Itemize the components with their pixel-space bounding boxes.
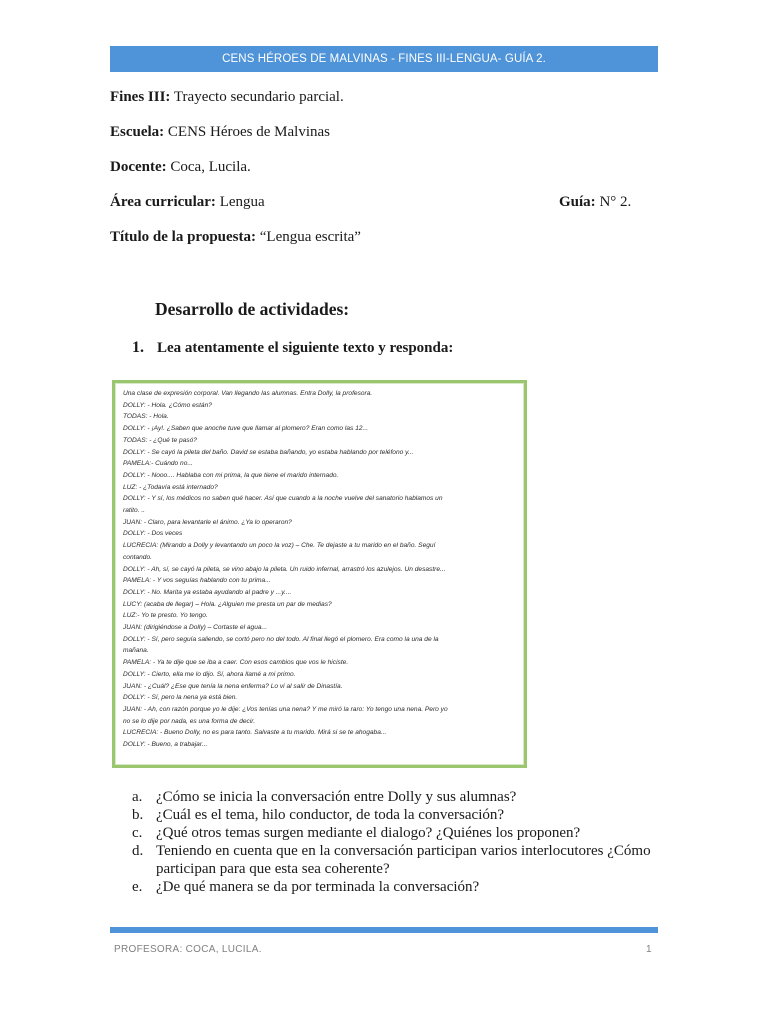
question-text: ¿Qué otros temas surgen mediante el dialogo? ¿Quiénes los proponen?: [156, 825, 581, 841]
dialog-line: contando.: [123, 553, 152, 561]
dialog-line: DOLLY: - Sí, pero la nena ya está bien.: [123, 694, 238, 702]
dialog-image-frame: [112, 380, 527, 768]
meta-area-value: Lengua: [215, 194, 265, 210]
meta-escuela-value: CENS Héroes de Malvinas: [164, 124, 330, 140]
dialog-line: LUCY: (acaba de llegar) – Hola. ¿Alguien me presta un par de medias?: [123, 600, 332, 608]
dialog-line: JUAN: (dirigiéndose a Dolly) – Cortaste el agua...: [123, 624, 268, 632]
dialog-line: PAMELA: - Y vos seguías hablando con tu prima...: [123, 577, 271, 585]
meta-guia-label: Guía:: [559, 194, 596, 210]
question-text: ¿Cuál es el tema, hilo conductor, de toda la conversación?: [156, 807, 505, 823]
dialog-line: TODAS: - Hola.: [123, 413, 169, 421]
meta-docente-label: Docente:: [110, 159, 167, 175]
question-item: [132, 788, 652, 806]
dialog-line: Una clase de expresión corporal. Van llegando las alumnas. Entra Dolly, la profesora.: [123, 390, 373, 397]
question-letter: d.: [132, 843, 144, 859]
dialog-line: DOLLY: - No. Marita ya estaba ayudando al padre y ...y....: [123, 588, 292, 596]
question-text: ¿De qué manera se da por terminada la conversación?: [156, 879, 480, 895]
question-letter: a.: [132, 789, 143, 805]
dialog-line: DOLLY: - Nooo.... Hablaba con mi prima, la que tiene el marido internado.: [123, 471, 339, 479]
dialog-line: mañana.: [123, 647, 149, 655]
question-text: Teniendo en cuenta que en la conversación participan varios interlocutores ¿Cómo participan para que esta sea coherente?: [156, 843, 651, 877]
meta-area: [110, 194, 265, 211]
dialog-line: DOLLY: - Dos veces: [123, 530, 183, 538]
meta-area-label: Área curricular:: [110, 194, 216, 210]
dialog-line: LUCRECIA: - Bueno Dolly, no es para tanto. Salvaste a tu marido. Mirá si se te ahogaba...: [123, 729, 387, 737]
header-banner: [110, 46, 658, 72]
dialog-line: LUZ:- Yo te presto. Yo tengo.: [123, 612, 208, 620]
dialog-line: JUAN: - Ah, con razón porque yo le dije: ¿Vos tenías una nena? Y me miró la raro: Yo tengo una nena. Pero yo: [123, 705, 448, 713]
dialog-line: DOLLY: - Sí, pero seguía saliendo, se cortó pero no del todo. Al final llegó el plomero. Era como la una de la: [123, 635, 439, 643]
question-item: [132, 824, 652, 842]
dialog-line: DOLLY: - Bueno, a trabajar...: [123, 741, 208, 749]
meta-fines: [110, 89, 344, 106]
dialog-line: no se lo dije por nada, es una forma de decir.: [123, 717, 256, 725]
dialog-line: JUAN: - Claro, para levantarle el ánimo. ¿Ya lo operaron?: [123, 518, 292, 526]
dialog-line: LUZ: - ¿Todavía está internado?: [123, 483, 218, 491]
footer-author: PROFESORA: COCA, LUCILA.: [114, 944, 262, 955]
page-number: 1: [646, 944, 652, 955]
question-letter: e.: [132, 879, 143, 895]
question-item: [132, 878, 652, 896]
dialog-line: DOLLY: - ¡Ay!. ¿Saben que anoche tuve que llamar al plomero? Eran como las 12...: [123, 425, 369, 433]
dialog-text: [123, 388, 516, 760]
question-list: [132, 788, 652, 896]
section-title: Desarrollo de actividades:: [155, 299, 350, 319]
question-letter: c.: [132, 825, 143, 841]
header-title: CENS HÉROES DE MALVINAS - FINES III-LENGUA- GUÍA 2.: [222, 53, 546, 65]
meta-escuela: [110, 124, 330, 141]
dialog-line: DOLLY: - Hola. ¿Cómo están?: [123, 401, 212, 409]
dialog-line: PAMELA:- Cuándo no...: [123, 460, 193, 468]
dialog-line: DOLLY: - Ah, sí, se cayó la pileta, se vino abajo la pileta. Un ruido infernal, arrastró los azulejos. Un desastre...: [123, 565, 446, 573]
dialog-line: PAMELA: - Ya te dije que se iba a caer. Con esos cambios que vos le hiciste.: [123, 659, 349, 667]
meta-docente-value: Coca, Lucila.: [166, 159, 251, 175]
meta-titulo-value: “Lengua escrita”: [256, 229, 361, 245]
meta-fines-value: Trayecto secundario parcial.: [170, 89, 344, 105]
dialog-line: TODAS: - ¿Qué te pasó?: [123, 436, 197, 444]
question-item: [132, 806, 652, 824]
question-letter: b.: [132, 807, 144, 823]
footer-rule: [110, 927, 658, 933]
dialog-line: DOLLY: - Se cayó la pileta del baño. David se estaba bañando, yo estaba hablando por teléfono y...: [123, 448, 414, 456]
meta-guia: [559, 194, 631, 211]
activity-number: 1.: [132, 339, 144, 356]
meta-titulo-label: Título de la propuesta:: [110, 229, 256, 245]
question-item: [132, 842, 652, 878]
meta-docente: [110, 159, 251, 176]
dialog-line: JUAN: - ¿Cuál? ¿Ese que tenía la nena enferma? Lo vi al salir de Dinastía.: [123, 682, 343, 690]
meta-titulo: [110, 229, 361, 246]
meta-escuela-label: Escuela:: [110, 124, 165, 140]
dialog-line: DOLLY: - Y sí, los médicos no saben qué hacer. Así que cuando a la noche vuelve del sanatorio hablamos un: [123, 495, 443, 503]
meta-guia-value: N° 2.: [595, 194, 632, 210]
dialog-line: LUCRECIA: (Mirando a Dolly y levantando un poco la voz) – Che. Te dejaste a tu marido en el baño. Seguí: [123, 542, 436, 550]
dialog-line: ratito. ..: [123, 507, 145, 515]
dialog-line: DOLLY: - Cierto, ella me lo dijo. Sí, ahora llamé a mi primo.: [123, 670, 296, 678]
meta-fines-label: Fines III:: [110, 89, 171, 105]
activity-instruction: Lea atentamente el siguiente texto y responda:: [157, 340, 454, 356]
question-text: ¿Cómo se inicia la conversación entre Dolly y sus alumnas?: [156, 789, 517, 805]
